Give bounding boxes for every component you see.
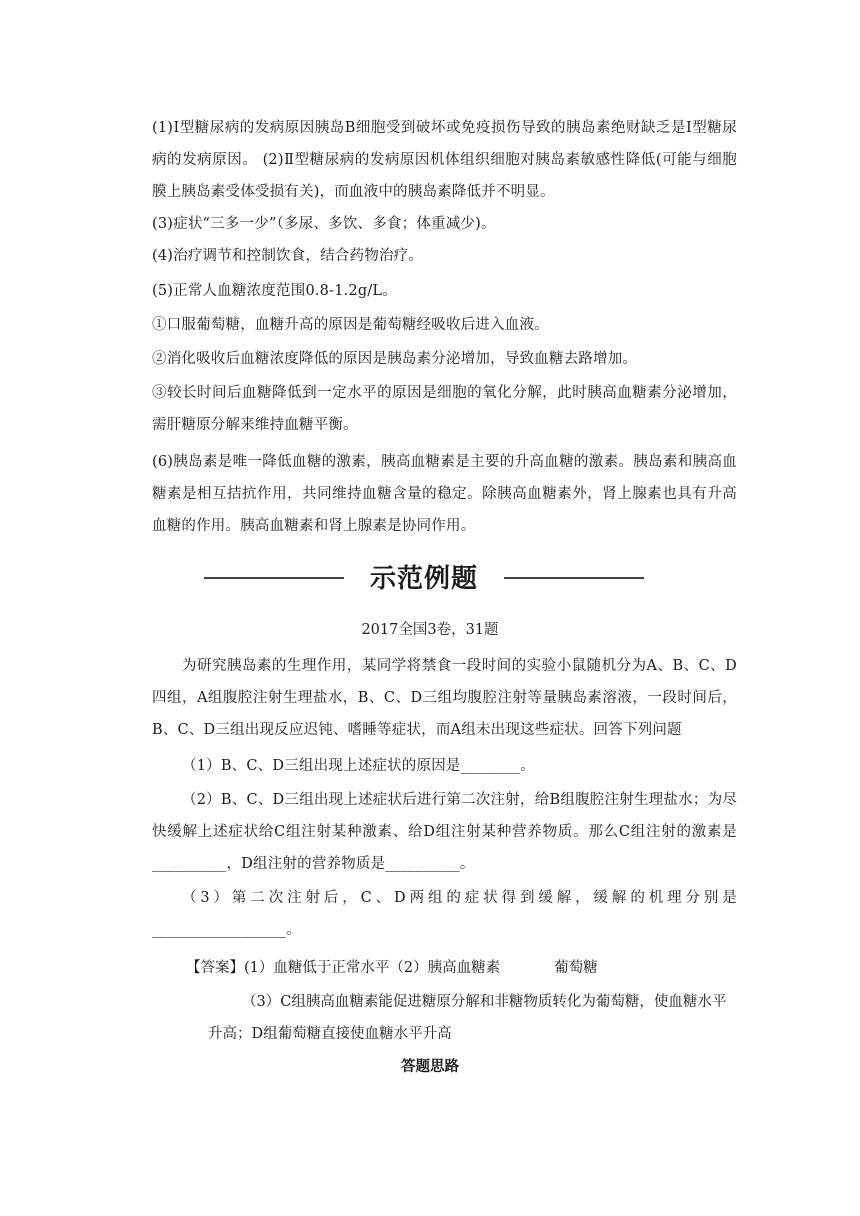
- question-source: 2017全国3卷，31题: [361, 622, 499, 638]
- section-heading: [0, 556, 860, 600]
- answer-line: [186, 952, 742, 984]
- normal-range-paragraph: (5)正常人血糖浓度范围0.8-1.2g/L。: [152, 283, 397, 299]
- digestion-item: ②消化吸收后血糖浓度降低的原因是胰岛素分泌增加，导致血糖去路增加。: [152, 351, 638, 367]
- symptoms-paragraph: (3)症状“三多一少”（多尿、多饮、多食；体重减少)。: [152, 216, 496, 232]
- answer-part3: （3）C组胰高血糖素能促进糖原分解和非糖物质转化为葡萄糖，使血糖水平升高；D组葡萄糖直接使血糖水平升高: [208, 994, 727, 1042]
- question-2: （2）B、C、D三组出现上述症状后进行第二次注射，给B组腹腔注射生理盐水；为尽快缓解上述症状给C组注射某种激素、给D组注射某种营养物质。那么C组注射的激素是__________，D组注射的营养物质是__________。: [152, 792, 737, 872]
- diabetes-cause-paragraph: (1)Ⅰ型糖尿病的发病原因胰岛B细胞受到破坏或免疫损伤导致的胰岛素绝财缺乏是Ⅰ型糖尿病的发病原因。 (2)Ⅱ型糖尿病的发病原因机体组织细胞对胰岛素敏感性降低(可能与细胞膜上胰岛素受体受损有关)，而血液中的胰岛素降低并不明显。: [152, 120, 737, 200]
- question-1: （1）B、C、D三组出现上述症状的原因是________。: [182, 758, 535, 774]
- long-term-item: ③较长时间后血糖降低到一定水平的原因是细胞的氧化分解，此时胰高血糖素分泌增加，需肝糖原分解来维持血糖平衡。: [152, 385, 737, 433]
- hormone-relationship-paragraph: (6)胰岛素是唯一降低血糖的激素，胰高血糖素是主要的升高血糖的激素。胰岛素和胰高血糖素是相互拮抗作用，共同维持血糖含量的稳定。除胰高血糖素外，肾上腺素也具有升高血糖的作用。胰高血糖素和肾上腺素是协同作用。: [152, 454, 737, 534]
- question-stem: 为研究胰岛素的生理作用，某同学将禁食一段时间的实验小鼠随机分为A、B、C、D四组，A组腹腔注射生理盐水，B、C、D三组均腹腔注射等量胰岛素溶液，一段时间后，B、C、D三组出现反应迟钝、嗜睡等症状，而A组未出现这些症状。回答下列问题: [152, 658, 737, 738]
- heading-rule-left: [204, 577, 344, 579]
- answer-label: 【答案】: [186, 960, 244, 976]
- question-3: （3）第二次注射后，C、D两组的症状得到缓解，缓解的机理分别是__________________。: [152, 890, 737, 938]
- treatment-paragraph: (4)治疗调节和控制饮食，结合药物治疗。: [152, 248, 424, 264]
- section-title: 示范例题: [369, 564, 478, 594]
- oral-glucose-item: ①口服葡萄糖，血糖升高的原因是葡萄糖经吸收后进入血液。: [152, 317, 549, 333]
- answer-part1: (1）血糖低于正常水平（2）胰高血糖素: [244, 960, 501, 976]
- analysis-heading: 答题思路: [401, 1059, 459, 1075]
- heading-rule-right: [504, 577, 644, 579]
- answer-part1b: 葡萄糖: [554, 960, 598, 976]
